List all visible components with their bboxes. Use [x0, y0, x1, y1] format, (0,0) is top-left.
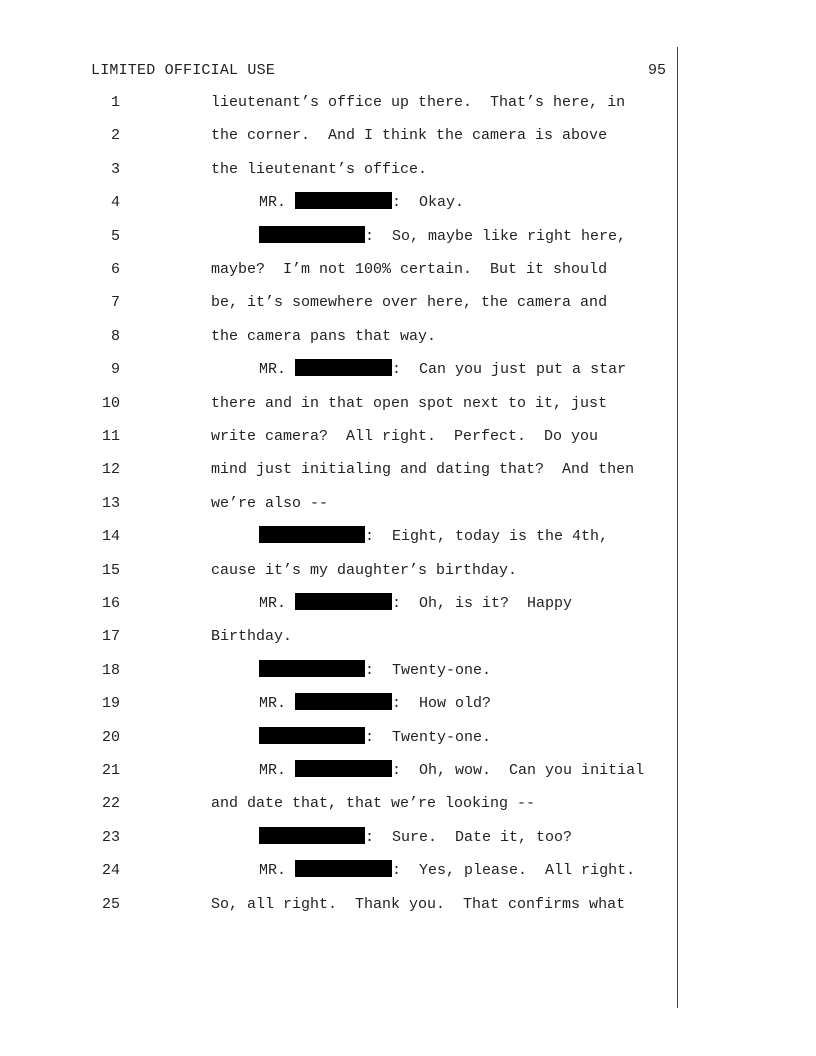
line-content	[259, 359, 626, 381]
redaction-box	[295, 693, 392, 710]
line-content	[259, 860, 635, 882]
line-content	[211, 560, 517, 582]
line-content	[211, 125, 607, 147]
line-number: 5	[110, 227, 120, 245]
line-text: Birthday.	[211, 628, 293, 646]
line-number: 24	[101, 862, 120, 880]
line-number: 8	[110, 327, 120, 345]
line-text: : Can you just put a star	[392, 361, 627, 379]
line-number: 17	[101, 628, 120, 646]
line-text: maybe? I’m not 100% certain. But it should	[211, 261, 608, 278]
line-number: 21	[101, 762, 120, 779]
line-text: : Eight, today is the 4th,	[365, 528, 609, 546]
line-text: we’re also --	[211, 494, 329, 512]
redaction-box	[259, 827, 365, 844]
line-content	[259, 593, 572, 615]
line-text: be, it’s somewhere over here, the camera and	[211, 294, 608, 312]
redaction-box	[259, 526, 365, 543]
speaker-title: MR.	[259, 361, 287, 379]
line-content	[259, 226, 626, 248]
redaction-box	[295, 760, 392, 777]
line-content	[211, 159, 427, 181]
line-text: So, all right. Thank you. That confirms what	[211, 895, 626, 913]
speaker-title: MR.	[259, 595, 287, 612]
speaker-title: MR.	[259, 695, 287, 713]
line-text: lieutenant’s office up there. That’s here, in	[211, 94, 626, 111]
redaction-box	[259, 727, 365, 744]
line-text: : Twenty-one.	[365, 661, 492, 679]
classification-marking: LIMITED OFFICIAL USE	[91, 62, 276, 79]
line-text: : Oh, is it? Happy	[392, 595, 573, 612]
line-content	[211, 292, 607, 314]
line-text: mind just initialing and dating that? And then	[211, 461, 635, 479]
line-number: 4	[110, 194, 120, 212]
line-text: : Okay.	[392, 194, 465, 212]
line-text: the lieutenant’s office.	[211, 160, 428, 178]
speaker-title: MR.	[259, 862, 287, 880]
line-number: 3	[110, 160, 120, 178]
line-number: 1	[110, 94, 120, 111]
line-content	[211, 92, 625, 114]
page-number: 95	[648, 62, 667, 79]
line-text: : Sure. Date it, too?	[365, 828, 573, 846]
line-number: 20	[101, 728, 120, 746]
line-content	[259, 660, 491, 682]
line-content	[211, 259, 607, 281]
line-number: 23	[101, 828, 120, 846]
line-number: 25	[101, 895, 120, 913]
redaction-box	[259, 226, 365, 243]
line-number: 22	[101, 795, 120, 813]
line-number: 13	[101, 494, 120, 512]
line-text: : How old?	[392, 695, 492, 713]
line-content	[211, 626, 292, 648]
line-number: 9	[110, 361, 120, 379]
line-number: 6	[110, 261, 120, 278]
line-text: the corner. And I think the camera is above	[211, 127, 608, 145]
redaction-box	[295, 860, 392, 877]
line-text: the camera pans that way.	[211, 327, 437, 345]
line-text: : Twenty-one.	[365, 728, 492, 746]
line-number: 14	[101, 528, 120, 546]
redaction-box	[295, 359, 392, 376]
speaker-title: MR.	[259, 194, 287, 212]
line-number: 7	[110, 294, 120, 312]
speaker-title: MR.	[259, 762, 287, 779]
line-number: 18	[101, 661, 120, 679]
line-content	[211, 326, 436, 348]
line-content	[259, 693, 491, 715]
line-number: 12	[101, 461, 120, 479]
line-content	[259, 526, 608, 548]
redaction-box	[295, 192, 392, 209]
line-content	[259, 760, 644, 782]
line-content	[211, 793, 535, 815]
line-number: 19	[101, 695, 120, 713]
line-content	[211, 459, 634, 481]
line-number: 2	[110, 127, 120, 145]
line-content	[211, 393, 607, 415]
line-text: : So, maybe like right here,	[365, 227, 627, 245]
line-number: 15	[101, 561, 120, 579]
line-text: : Oh, wow. Can you initial	[392, 762, 645, 779]
line-text: write camera? All right. Perfect. Do you	[211, 428, 599, 445]
line-content	[259, 827, 572, 849]
redaction-box	[295, 593, 392, 610]
line-text: there and in that open spot next to it, just	[211, 394, 608, 412]
line-text: and date that, that we’re looking --	[211, 795, 536, 813]
line-text: cause it’s my daughter’s birthday.	[211, 561, 518, 579]
line-number: 16	[101, 595, 120, 612]
right-margin-rule	[677, 47, 678, 1008]
line-content	[211, 426, 598, 448]
line-content	[259, 727, 491, 749]
line-content	[211, 493, 328, 515]
line-number: 11	[101, 428, 120, 445]
line-text: : Yes, please. All right.	[392, 862, 636, 880]
redaction-box	[259, 660, 365, 677]
line-number: 10	[101, 394, 120, 412]
line-content	[211, 894, 625, 916]
line-content	[259, 192, 464, 214]
